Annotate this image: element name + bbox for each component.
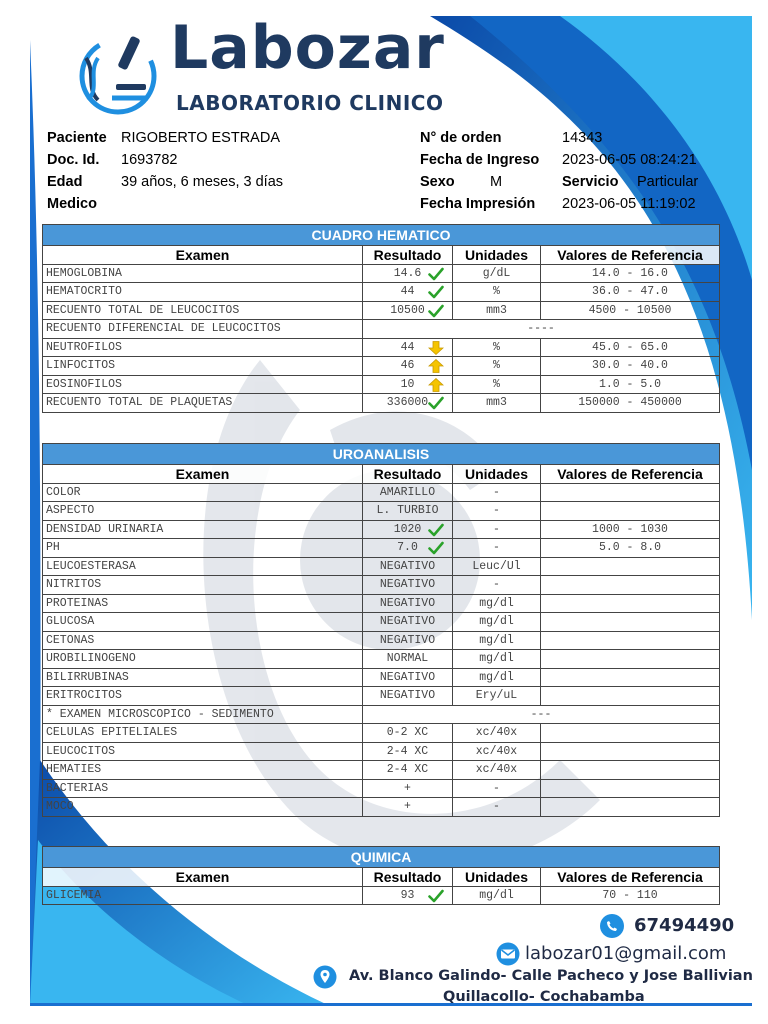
result-value: 10 bbox=[400, 377, 415, 391]
unit-value: Ery/uL bbox=[453, 687, 541, 706]
exam-name: COLOR bbox=[43, 483, 363, 502]
exam-name: MOCO bbox=[43, 798, 363, 817]
doc-id-label: Doc. Id. bbox=[47, 152, 100, 168]
unidades-header: Unidades bbox=[453, 868, 541, 887]
exam-name: LEUCOCITOS bbox=[43, 742, 363, 761]
check-icon bbox=[428, 541, 444, 555]
reference-value: 45.0 - 65.0 bbox=[541, 338, 720, 357]
reference-value: 4500 - 10500 bbox=[541, 301, 720, 320]
exam-name: ERITROCITOS bbox=[43, 687, 363, 706]
table-row bbox=[43, 724, 720, 743]
result-cell bbox=[363, 779, 453, 798]
unit-value: Leuc/Ul bbox=[453, 557, 541, 576]
result-value: AMARILLO bbox=[379, 485, 436, 499]
result-cell bbox=[363, 264, 453, 283]
table-row bbox=[43, 283, 720, 302]
reference-value bbox=[541, 557, 720, 576]
section-divider-value: ---- bbox=[363, 320, 720, 339]
unidades-header: Unidades bbox=[453, 465, 541, 484]
table-row bbox=[43, 520, 720, 539]
exam-name: GLUCOSA bbox=[43, 613, 363, 632]
arrow-up-icon bbox=[428, 359, 444, 373]
reference-value bbox=[541, 594, 720, 613]
brand-subtitle: LABORATORIO CLINICO bbox=[176, 91, 444, 115]
servicio-value: Particular bbox=[637, 174, 699, 190]
quimica-table bbox=[42, 846, 720, 905]
reference-value bbox=[541, 742, 720, 761]
table-row bbox=[43, 631, 720, 650]
section-title: QUIMICA bbox=[43, 847, 720, 868]
result-cell bbox=[363, 375, 453, 394]
result-value: NORMAL bbox=[386, 652, 429, 666]
microscope-dna-logo-icon bbox=[76, 28, 160, 118]
exam-name: RECUENTO TOTAL DE PLAQUETAS bbox=[43, 394, 363, 413]
result-value: NEGATIVO bbox=[379, 670, 436, 684]
result-cell bbox=[363, 539, 453, 558]
table-row bbox=[43, 483, 720, 502]
footer-phone: 67494490 bbox=[634, 915, 735, 936]
email-icon bbox=[496, 942, 520, 966]
arrow-down-icon bbox=[428, 341, 444, 355]
reference-value: 30.0 - 40.0 bbox=[541, 357, 720, 376]
result-value: 44 bbox=[400, 285, 415, 299]
table-row bbox=[43, 301, 720, 320]
check-icon bbox=[428, 267, 444, 281]
exam-name: RECUENTO TOTAL DE LEUCOCITOS bbox=[43, 301, 363, 320]
exam-name: HEMATOCRITO bbox=[43, 283, 363, 302]
table-row bbox=[43, 742, 720, 761]
header-row bbox=[43, 868, 720, 887]
unit-value: mg/dl bbox=[453, 650, 541, 669]
footer-address-line2: Quillacollo- Cochabamba bbox=[443, 989, 645, 1005]
footer-email: labozar01@gmail.com bbox=[525, 943, 727, 964]
result-cell bbox=[363, 613, 453, 632]
result-cell bbox=[363, 742, 453, 761]
unit-value: - bbox=[453, 798, 541, 817]
section-divider-value: --- bbox=[363, 705, 720, 724]
unit-value: mg/dl bbox=[453, 594, 541, 613]
unidades-header: Unidades bbox=[453, 246, 541, 265]
uroanalisis-table bbox=[42, 443, 720, 817]
reference-value bbox=[541, 798, 720, 817]
result-value: + bbox=[404, 781, 411, 795]
table-row bbox=[43, 687, 720, 706]
exam-name: UROBILINOGENO bbox=[43, 650, 363, 669]
table-row bbox=[43, 539, 720, 558]
exam-name: CETONAS bbox=[43, 631, 363, 650]
result-cell bbox=[363, 594, 453, 613]
unit-value: % bbox=[453, 338, 541, 357]
resultado-header: Resultado bbox=[363, 868, 453, 887]
result-value: NEGATIVO bbox=[379, 633, 436, 647]
result-cell bbox=[363, 687, 453, 706]
medico-label: Medico bbox=[47, 196, 97, 212]
unit-value: g/dL bbox=[453, 264, 541, 283]
exam-name: CELULAS EPITELIALES bbox=[43, 724, 363, 743]
result-cell bbox=[363, 483, 453, 502]
exam-name: HEMOGLOBINA bbox=[43, 264, 363, 283]
reference-value bbox=[541, 613, 720, 632]
unit-value: - bbox=[453, 520, 541, 539]
section-title: UROANALISIS bbox=[43, 444, 720, 465]
table-row bbox=[43, 576, 720, 595]
result-value: 46 bbox=[400, 359, 415, 373]
unit-value: mg/dl bbox=[453, 631, 541, 650]
unit-value: mm3 bbox=[453, 301, 541, 320]
unit-value: % bbox=[453, 357, 541, 376]
result-cell bbox=[363, 576, 453, 595]
resultado-header: Resultado bbox=[363, 246, 453, 265]
cuadro-hematico-table bbox=[42, 224, 720, 413]
fecha-impresion-label: Fecha Impresión bbox=[420, 196, 536, 212]
examen-header: Examen bbox=[43, 246, 363, 265]
reference-value bbox=[541, 483, 720, 502]
exam-name: BACTERIAS bbox=[43, 779, 363, 798]
table-row bbox=[43, 668, 720, 687]
reference-value bbox=[541, 761, 720, 780]
result-value: L. TURBIO bbox=[376, 504, 439, 518]
referencia-header: Valores de Referencia bbox=[541, 246, 720, 265]
table-row bbox=[43, 705, 720, 724]
reference-value bbox=[541, 576, 720, 595]
result-value: 0-2 XC bbox=[386, 726, 429, 740]
paciente-value: RIGOBERTO ESTRADA bbox=[121, 130, 280, 146]
table-row bbox=[43, 650, 720, 669]
table-row bbox=[43, 613, 720, 632]
fecha-impresion-value: 2023-06-05 11:19:02 bbox=[562, 196, 696, 212]
table-row bbox=[43, 502, 720, 521]
fecha-ingreso-value: 2023-06-05 08:24:21 bbox=[562, 152, 697, 168]
paciente-label: Paciente bbox=[47, 130, 107, 146]
exam-name: GLICEMIA bbox=[43, 886, 363, 905]
referencia-header: Valores de Referencia bbox=[541, 868, 720, 887]
brand-name: Labozar bbox=[170, 13, 445, 83]
table-row bbox=[43, 375, 720, 394]
exam-name: PROTEINAS bbox=[43, 594, 363, 613]
result-value: NEGATIVO bbox=[379, 559, 436, 573]
exam-name: NEUTROFILOS bbox=[43, 338, 363, 357]
result-cell bbox=[363, 357, 453, 376]
result-value: 7.0 bbox=[397, 541, 418, 555]
resultado-header: Resultado bbox=[363, 465, 453, 484]
exam-name: BILIRRUBINAS bbox=[43, 668, 363, 687]
result-value: 1020 bbox=[393, 522, 422, 536]
sexo-value: M bbox=[490, 174, 503, 190]
result-cell bbox=[363, 724, 453, 743]
exam-name: LINFOCITOS bbox=[43, 357, 363, 376]
reference-value: 14.0 - 16.0 bbox=[541, 264, 720, 283]
section-title: CUADRO HEMATICO bbox=[43, 225, 720, 246]
servicio-label: Servicio bbox=[562, 174, 619, 190]
reference-value bbox=[541, 779, 720, 798]
result-value: + bbox=[404, 800, 411, 814]
reference-value bbox=[541, 502, 720, 521]
orden-value: 14343 bbox=[562, 130, 603, 146]
whatsapp-icon bbox=[599, 913, 625, 939]
fecha-ingreso-label: Fecha de Ingreso bbox=[420, 152, 540, 168]
unit-value: - bbox=[453, 779, 541, 798]
result-cell bbox=[363, 394, 453, 413]
exam-name: EOSINOFILOS bbox=[43, 375, 363, 394]
reference-value bbox=[541, 650, 720, 669]
orden-label: N° de orden bbox=[420, 130, 502, 146]
location-pin-icon bbox=[313, 965, 337, 989]
result-value: 2-4 XC bbox=[386, 744, 429, 758]
exam-name: NITRITOS bbox=[43, 576, 363, 595]
unit-value: mg/dl bbox=[453, 613, 541, 632]
examen-header: Examen bbox=[43, 868, 363, 887]
table-row bbox=[43, 557, 720, 576]
section-title-row bbox=[43, 225, 720, 246]
table-row bbox=[43, 886, 720, 905]
examen-header: Examen bbox=[43, 465, 363, 484]
check-icon bbox=[428, 523, 444, 537]
arrow-up-icon bbox=[428, 378, 444, 392]
reference-value: 1.0 - 5.0 bbox=[541, 375, 720, 394]
result-value: NEGATIVO bbox=[379, 596, 436, 610]
unit-value: mm3 bbox=[453, 394, 541, 413]
unit-value: % bbox=[453, 375, 541, 394]
unit-value: xc/40x bbox=[453, 761, 541, 780]
reference-value: 36.0 - 47.0 bbox=[541, 283, 720, 302]
check-icon bbox=[428, 396, 444, 410]
exam-name: ASPECTO bbox=[43, 502, 363, 521]
check-icon bbox=[428, 285, 444, 299]
reference-value bbox=[541, 687, 720, 706]
check-icon bbox=[428, 304, 444, 318]
result-value: 2-4 XC bbox=[386, 763, 429, 777]
check-icon bbox=[428, 889, 444, 903]
result-cell bbox=[363, 668, 453, 687]
table-row bbox=[43, 338, 720, 357]
result-cell bbox=[363, 557, 453, 576]
table-row bbox=[43, 357, 720, 376]
exam-name: * EXAMEN MICROSCOPICO - SEDIMENTO bbox=[43, 705, 363, 724]
table-row bbox=[43, 779, 720, 798]
unit-value: - bbox=[453, 483, 541, 502]
unit-value: xc/40x bbox=[453, 742, 541, 761]
reference-value: 150000 - 450000 bbox=[541, 394, 720, 413]
unit-value: % bbox=[453, 283, 541, 302]
result-value: NEGATIVO bbox=[379, 578, 436, 592]
table-row bbox=[43, 394, 720, 413]
result-cell bbox=[363, 283, 453, 302]
result-value: NEGATIVO bbox=[379, 689, 436, 703]
sexo-label: Sexo bbox=[420, 174, 455, 190]
result-cell bbox=[363, 650, 453, 669]
exam-name: PH bbox=[43, 539, 363, 558]
table-row bbox=[43, 798, 720, 817]
result-value: 336000 bbox=[386, 396, 429, 410]
reference-value bbox=[541, 724, 720, 743]
section-title-row bbox=[43, 444, 720, 465]
result-cell bbox=[363, 520, 453, 539]
referencia-header: Valores de Referencia bbox=[541, 465, 720, 484]
header-row bbox=[43, 465, 720, 484]
exam-name: HEMATIES bbox=[43, 761, 363, 780]
reference-value bbox=[541, 631, 720, 650]
edad-value: 39 años, 6 meses, 3 días bbox=[121, 174, 284, 190]
unit-value: xc/40x bbox=[453, 724, 541, 743]
result-value: 14.6 bbox=[393, 266, 422, 280]
header-row bbox=[43, 246, 720, 265]
table-row bbox=[43, 264, 720, 283]
reference-value: 70 - 110 bbox=[541, 886, 720, 905]
result-cell bbox=[363, 338, 453, 357]
result-cell bbox=[363, 761, 453, 780]
unit-value: - bbox=[453, 502, 541, 521]
unit-value: mg/dl bbox=[453, 668, 541, 687]
result-cell bbox=[363, 301, 453, 320]
exam-name: LEUCOESTERASA bbox=[43, 557, 363, 576]
result-cell bbox=[363, 502, 453, 521]
section-title-row bbox=[43, 847, 720, 868]
doc-id-value: 1693782 bbox=[121, 152, 178, 168]
unit-value: mg/dl bbox=[453, 886, 541, 905]
result-cell bbox=[363, 798, 453, 817]
footer-address-line1: Av. Blanco Galindo- Calle Pacheco y Jose Ballivian bbox=[349, 968, 753, 984]
exam-name: DENSIDAD URINARIA bbox=[43, 520, 363, 539]
result-value: 44 bbox=[400, 340, 415, 354]
unit-value: - bbox=[453, 539, 541, 558]
table-row bbox=[43, 594, 720, 613]
reference-value bbox=[541, 668, 720, 687]
result-value: 10500 bbox=[390, 303, 425, 317]
result-cell bbox=[363, 631, 453, 650]
unit-value: - bbox=[453, 576, 541, 595]
result-value: 93 bbox=[400, 888, 415, 902]
table-row bbox=[43, 761, 720, 780]
table-row bbox=[43, 320, 720, 339]
reference-value: 5.0 - 8.0 bbox=[541, 539, 720, 558]
result-cell bbox=[363, 886, 453, 905]
exam-name: RECUENTO DIFERENCIAL DE LEUCOCITOS bbox=[43, 320, 363, 339]
reference-value: 1000 - 1030 bbox=[541, 520, 720, 539]
result-value: NEGATIVO bbox=[379, 615, 436, 629]
edad-label: Edad bbox=[47, 174, 83, 190]
